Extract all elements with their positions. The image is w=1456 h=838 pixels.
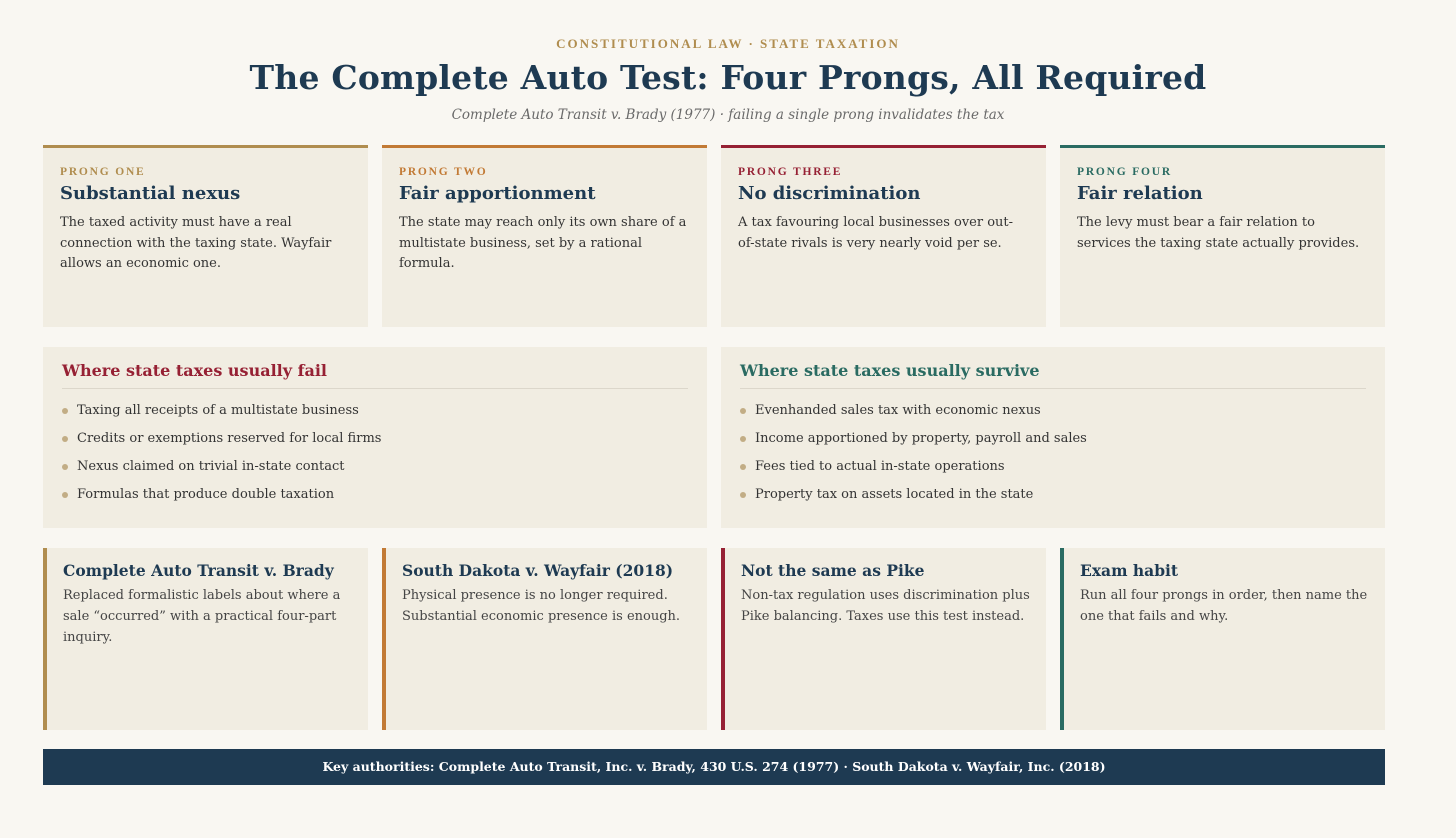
bullet-icon: [740, 436, 746, 442]
list-item: [740, 430, 1366, 458]
case-title: South Dakota v. Wayfair (2018): [402, 561, 674, 580]
prong-card-four: [1060, 145, 1385, 327]
prong-label: PRONG FOUR: [1077, 166, 1172, 178]
page-title: The Complete Auto Test: Four Prongs, All Required: [249, 58, 1207, 97]
case-title: Complete Auto Transit v. Brady: [63, 561, 334, 580]
list-item-text: Evenhanded sales tax with economic nexus: [755, 403, 1041, 418]
list-item: [62, 402, 688, 430]
case-body: Run all four prongs in order, then name the one that fails and why.: [1080, 588, 1368, 624]
case-card-exam-habit: [1060, 548, 1385, 730]
bullet-icon: [62, 464, 68, 470]
page-subtitle: Complete Auto Transit v. Brady (1977) · failing a single prong invalidates the tax: [451, 107, 1005, 123]
prong-name: Fair relation: [1077, 183, 1203, 204]
list-item-text: Credits or exemptions reserved for local firms: [77, 431, 382, 446]
prong-body: The taxed activity must have a real connection with the taxing state. Wayfair allows an economic one.: [60, 215, 332, 271]
footer-authorities: Key authorities: Complete Auto Transit, Inc. v. Brady, 430 U.S. 274 (1977) · South Dakota v. Wayfair, Inc. (2018): [43, 749, 1385, 785]
list-item-text: Formulas that produce double taxation: [77, 487, 335, 502]
case-title: Exam habit: [1080, 561, 1179, 580]
prong-body: A tax favouring local businesses over out-of-state rivals is very nearly void per se.: [738, 215, 1014, 251]
prong-label: PRONG TWO: [399, 166, 488, 178]
prong-label: PRONG ONE: [60, 166, 146, 178]
prong-label: PRONG THREE: [738, 166, 843, 178]
case-card-complete-auto: [43, 548, 368, 730]
case-body: Non-tax regulation uses discrimination plus Pike balancing. Taxes use this test instead.: [741, 588, 1030, 624]
case-title: Not the same as Pike: [741, 561, 925, 580]
list-item-text: Property tax on assets located in the state: [755, 487, 1034, 502]
fail-panel-title: Where state taxes usually fail: [62, 361, 688, 389]
prong-card-three: [721, 145, 1046, 327]
case-card-wayfair: [382, 548, 707, 730]
survive-list: [740, 402, 1366, 514]
case-body: Physical presence is no longer required. Substantial economic presence is enough.: [402, 588, 681, 624]
bullet-icon: [62, 408, 68, 414]
list-item-text: Fees tied to actual in-state operations: [755, 459, 1005, 474]
prong-name: Fair apportionment: [399, 183, 596, 204]
fail-panel: [43, 347, 707, 528]
list-item-text: Taxing all receipts of a multistate business: [77, 403, 359, 418]
eyebrow: CONSTITUTIONAL LAW · STATE TAXATION: [556, 36, 900, 51]
bullet-icon: [740, 408, 746, 414]
bullet-icon: [62, 436, 68, 442]
list-item-text: Income apportioned by property, payroll and sales: [755, 431, 1087, 446]
survive-panel-title: Where state taxes usually survive: [740, 361, 1366, 389]
bullet-icon: [740, 464, 746, 470]
list-item: [740, 458, 1366, 486]
prong-card-one: [43, 145, 368, 327]
prong-body: The levy must bear a fair relation to services the taxing state actually provides.: [1077, 215, 1360, 251]
list-item: [740, 402, 1366, 430]
list-item-text: Nexus claimed on trivial in-state contact: [77, 459, 345, 474]
case-card-pike: [721, 548, 1046, 730]
prong-body: The state may reach only its own share of a multistate business, set by a rational formula.: [399, 215, 687, 271]
bullet-icon: [62, 492, 68, 498]
fail-list: [62, 402, 688, 514]
case-body: Replaced formalistic labels about where a sale “occurred” with a practical four-part inquiry.: [63, 588, 341, 645]
survive-panel: [721, 347, 1385, 528]
bullet-icon: [740, 492, 746, 498]
list-item: [62, 458, 688, 486]
list-item: [62, 430, 688, 458]
prong-name: No discrimination: [738, 183, 921, 204]
prong-card-two: [382, 145, 707, 327]
prong-name: Substantial nexus: [60, 183, 241, 204]
list-item: [62, 486, 688, 514]
list-item: [740, 486, 1366, 514]
